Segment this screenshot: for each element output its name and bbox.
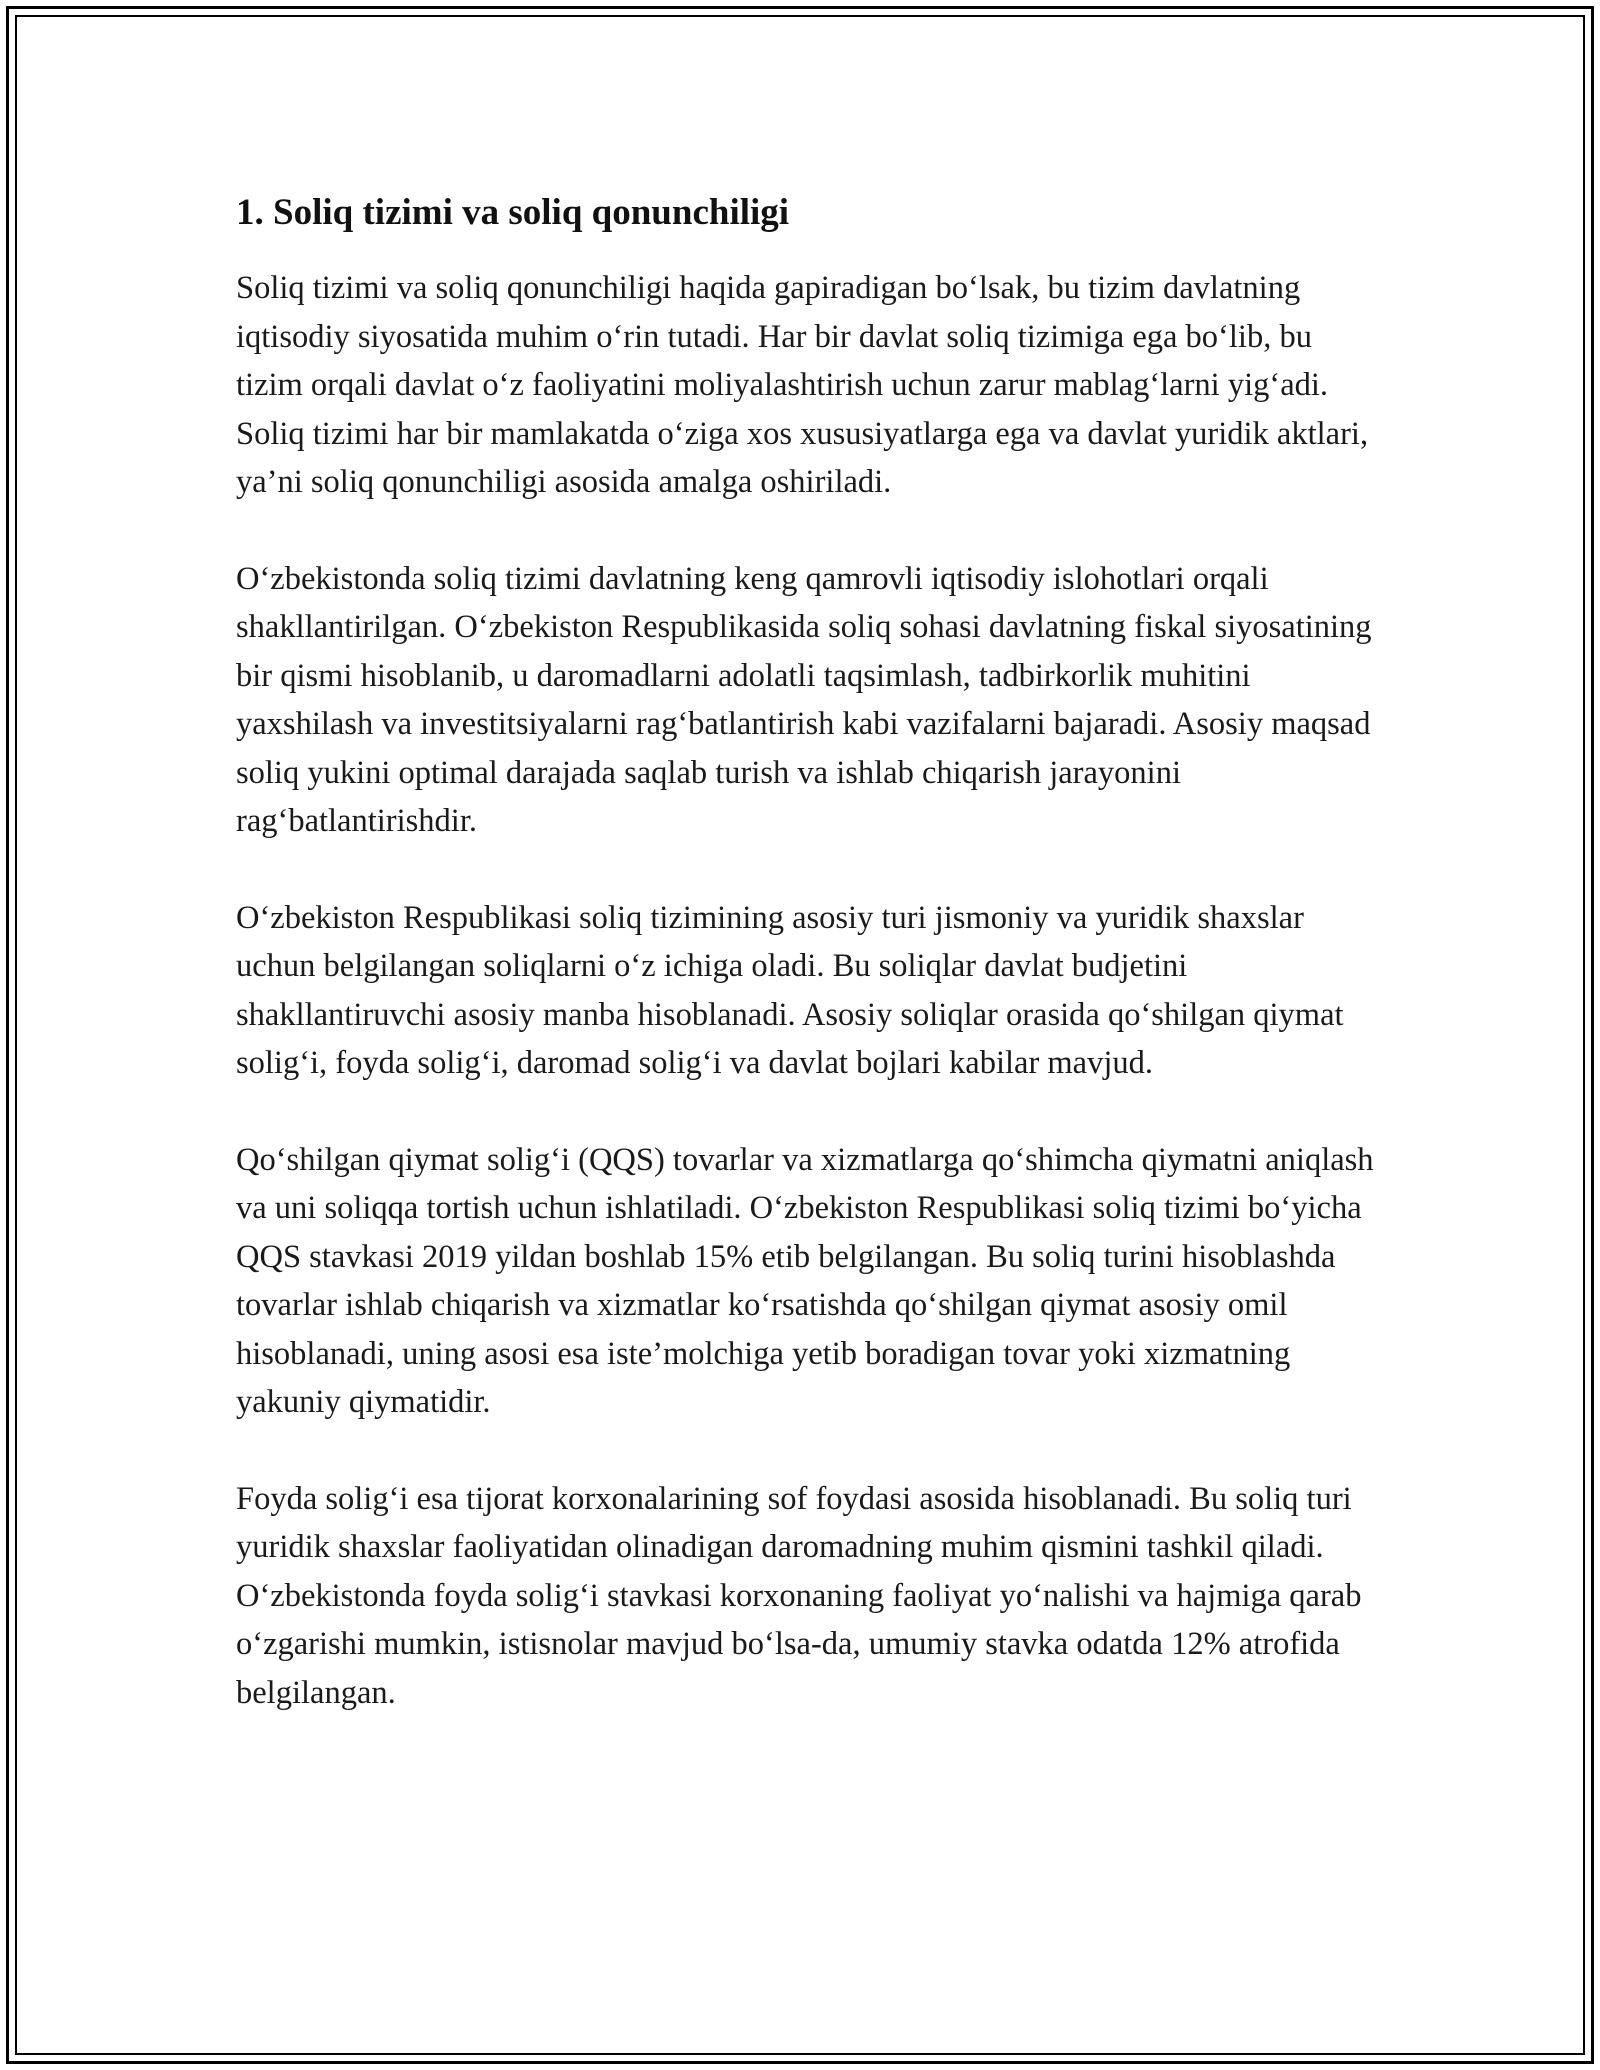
paragraph-3: O‘zbekiston Respublikasi soliq tizimining asosiy turi jismoniy va yuridik shaxslar uchun belgilangan soliqlarni o‘z ichiga oladi. Bu soliqlar davlat budjetini shakllantiruvchi asosiy manba hisoblanadi. Asosiy soliqlar orasida qo‘shilgan qiymat solig‘i, foyda solig‘i, daromad solig‘i va davlat bojlari kabilar mavjud. bbox=[236, 899, 1344, 1081]
paragraph-5: Foyda solig‘i esa tijorat korxonalarining sof foydasi asosida hisoblanadi. Bu soliq turi yuridik shaxslar faoliyatidan olinadigan daromadning muhim qismini tashkil qiladi. O‘zbekistonda foyda solig‘i stavkasi korxonaning faoliyat yo‘nalishi va hajmiga qarab o‘zgarishi mumkin, istisnolar mavjud bo‘lsa-da, umumiy stavka odatda 12% atrofida belgilangan. bbox=[236, 1480, 1362, 1711]
document-body bbox=[236, 188, 1376, 1765]
paragraph-1: Soliq tizimi va soliq qonunchiligi haqida gapiradigan bo‘lsak, bu tizim davlatning iqtisodiy siyosatida muhim o‘rin tutadi. Har bir davlat soliq tizimiga ega bo‘lib, bu tizim orqali davlat o‘z faoliyatini moliyalashtirish uchun zarur mablag‘larni yig‘adi. Soliq tizimi har bir mamlakatda o‘ziga xos xususiyatlarga ega va davlat yuridik aktlari, ya’ni soliq qonunchiligi asosida amalga oshiriladi. bbox=[236, 270, 1369, 500]
paragraph-2: O‘zbekistonda soliq tizimi davlatning keng qamrovli iqtisodiy islohotlari orqali shakllantirilgan. O‘zbekiston Respublikasida soliq sohasi davlatning fiskal siyosatining bir qismi hisoblanib, u daromadlarni adolatli taqsimlash, tadbirkorlik muhitini yaxshilash va investitsiyalarni rag‘batlantirish kabi vazifalarni bajaradi. Asosiy maqsad soliq yukini optimal darajada saqlab turish va ishlab chiqarish jarayonini rag‘batlantirishdir. bbox=[236, 560, 1372, 839]
paragraph-4: Qo‘shilgan qiymat solig‘i (QQS) tovarlar va xizmatlarga qo‘shimcha qiymatni aniqlash va uni soliqqa tortish uchun ishlatiladi. O‘zbekiston Respublikasi soliq tizimi bo‘yicha QQS stavkasi 2019 yildan boshlab 15% etib belgilangan. Bu soliq turini hisoblashda tovarlar ishlab chiqarish va xizmatlar ko‘rsatishda qo‘shilgan qiymat asosiy omil hisoblanadi, uning asosi esa iste’molchiga yetib boradigan tovar yoki xizmatning yakuniy qiymatidir. bbox=[236, 1141, 1374, 1420]
section-heading: 1. Soliq tizimi va soliq qonunchiligi bbox=[236, 192, 790, 233]
